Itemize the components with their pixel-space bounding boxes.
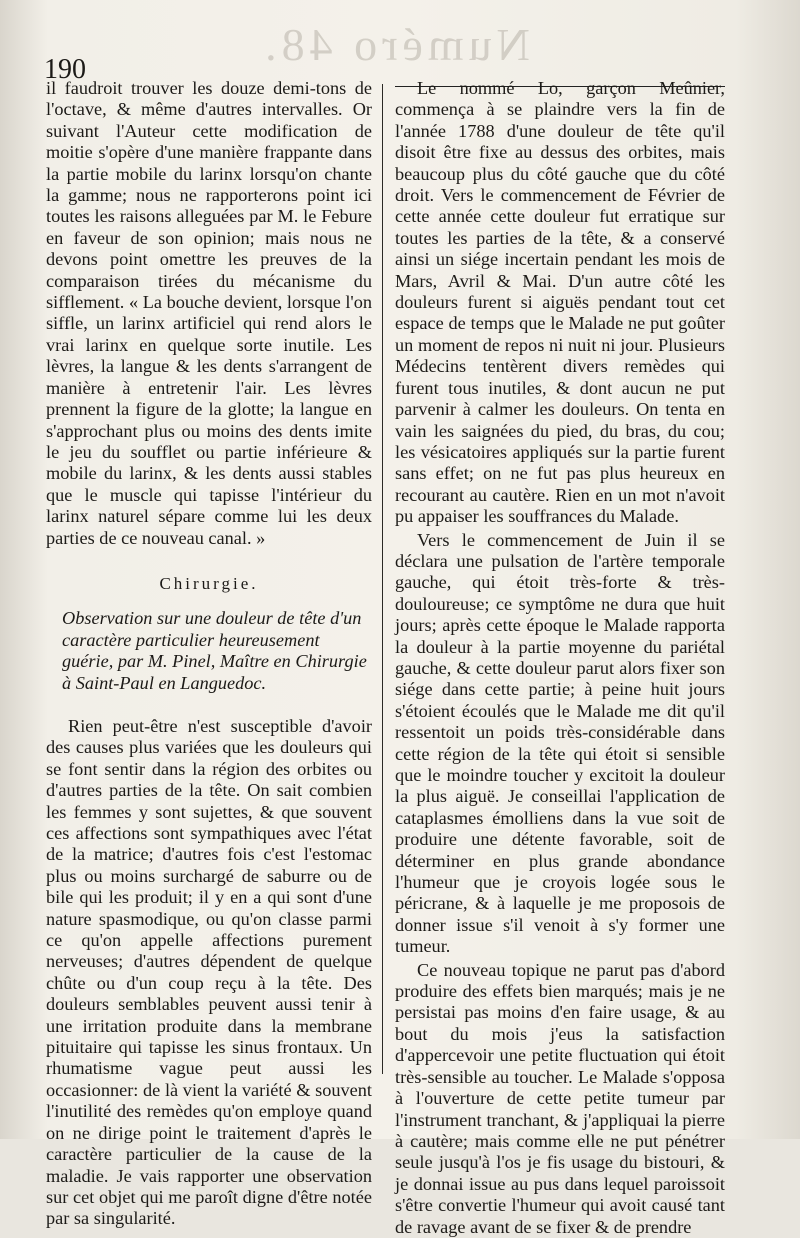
section-heading: Chirurgie. — [159, 573, 259, 593]
continued-paragraph: il faudroit trouver les douze demi-tons de l'octave, & même d'autres intervalles. Or suivant l'Auteur cette modification de moitie s'opère d'une manière frappante dans la partie mobile du larinx lorsqu'on chante la gamme; nous ne rapporterons point ici toutes les raisons alleguées par M. le Febure en faveur de son opinion; mais nous ne devons point omettre les preuves de la comparaison tirées du mécanisme du sifflement. « La bouche devient, lorsque l'on siffle, un larinx artificiel qui rend alors le vrai larinx en quelque sorte inutile. Les lèvres, la langue & les dents s'arrangent de manière à entretenir l'air. Les lèvres prennent la figure de la glotte; la langue en s'approchant plus ou moins des dents imite le jeu du soufflet ou partie inférieure & mobile du larinx, & les dents aussi stables que le muscle qui tapisse l'intérieur du larinx naturel sépare comme lui les deux parties de ce nouveau canal. » — [46, 78, 372, 548]
article-title: Observation sur une douleur de tête d'un caractère particulier heureusement guérie, par M. Pinel, Maître en Chirurgie à Saint-Paul en Languedoc. — [62, 608, 367, 693]
running-title-bleedthrough: Numéro 48. — [260, 19, 530, 70]
left-column — [46, 78, 372, 1230]
case-paragraph-2: Vers le commencement de Juin il se déclara une pulsation de l'artère temporale gauche, qui étoit très-forte & très-douloureuse; ce symptôme ne dura que huit jours; après cette époque le Malade rapporta la douleur à la partie moyenne du pariétal gauche, & cette douleur parut alors fixer son siége dans cette partie; à peine huit jours s'étoient écoulés que le Malade me dit qu'il ressentoit un poids très-considérable dans cette région de la tête qui étoit si sensible que le moindre toucher y excitoit la douleur la plus aiguë. Je conseillai l'application de cataplasmes émolliens dans la vue soit de produire une détente favorable, soit de déterminer en plus grande abondance l'humeur que je croyois logée sous le péricrane, & à laquelle je me proposois de donner issue s'il venoit à s'y former une tumeur. — [395, 529, 725, 957]
case-paragraph-3: Ce nouveau topique ne parut pas d'abord produire des effets bien marqués; mais je ne persistai pas moins d'en faire usage, & au bout du mois j'eus la satisfaction d'appercevoir une petite fluctuation qui étoit très-sensible au toucher. Le Malade s'opposa à l'ouverture de cette petite tumeur par l'instrument tranchant, & j'appliquai la pierre à cautère; mais comme elle ne put pénétrer seule jusqu'à l'os je fis usage du bistouri, & je donnai issue au pus dans lequel paroissoit s'être convertie l'humeur qui avoit causé tant de ravage avant de se fixer & de prendre — [395, 959, 725, 1237]
article-intro-paragraph: Rien peut-être n'est susceptible d'avoir des causes plus variées que les douleurs qui se font sentir dans la région des orbites ou d'autres parties de la tête. On sait combien les femmes y sont sujettes, & que souvent ces affections sont sympathiques avec l'état de la matrice; d'autres fois c'est l'estomac plus ou moins surchargé de saburre ou de bile qui les produit; il y en a qui sont d'une nature spasmodique, ou qu'on classe parmi ce qu'on appelle affections purement nerveuses; d'autres dépendent de quelque chûte ou d'un coup reçu à la tête. Des douleurs semblables peuvent aussi tenir à une irritation produite dans la membrane pituitaire qui tapisse les sinus frontaux. Un rhumatisme vague peut aussi les occasionner: de là vient la variété & souvent l'inutilité des remèdes qu'on employe quand on ne dirige point le traitement d'après le caractère particulier de la cause de la maladie. Je vais rapporter une observation sur cet objet qui me paroît digne d'être notée par sa singularité. — [46, 715, 372, 1229]
right-column — [395, 78, 725, 1238]
case-paragraph-1: Le nommé Lo, garçon Meûnier, commença à se plaindre vers la fin de l'année 1788 d'une douleur de tête qu'il disoit être fixe au dessus des orbites, mais beaucoup plus du côté gauche que du côté droit. Vers le commencement de Février de cette année cette douleur fut erratique sur toutes les parties de la tête, & a conservé ainsi un siége incertain pendant les mois de Mars, Avril & Mai. D'un autre côté les douleurs furent si aiguës pendant tout cet espace de temps que le Malade ne put goûter un moment de repos ni nuit ni jour. Plusieurs Médecins tentèrent divers remèdes qui furent tous inutiles, & dont aucun ne put parvenir à calmer les douleurs. On tenta en vain les saignées du pied, du bras, du cou; les vésicatoires appliqués sur la partie furent sans effet; on ne fut pas plus heureux en recourant au cautère. Rien en un mot n'avoit pu appaiser les souffrances du Malade. — [395, 78, 725, 527]
column-divider — [382, 84, 383, 1074]
page-number: 190 — [44, 54, 86, 85]
